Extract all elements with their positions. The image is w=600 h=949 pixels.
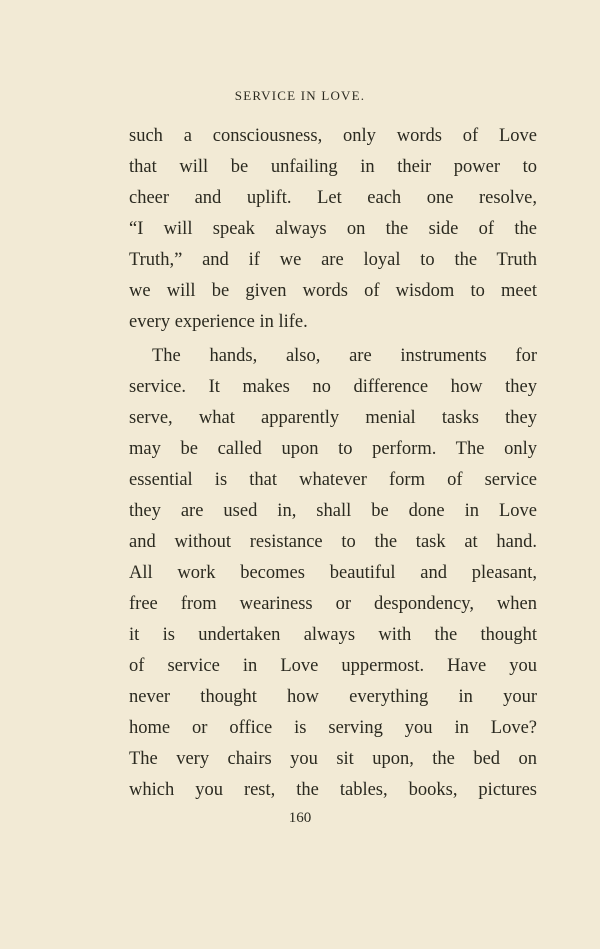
text-line: such a consciousness, only words of Love [129,126,537,146]
text-line: “I will speak always on the side of the [129,219,537,239]
text-line: service. It makes no difference how they [129,377,537,397]
text-line: and without resistance to the task at hand. [129,532,537,552]
text-line: may be called upon to perform. The only [129,439,537,459]
text-line: The very chairs you sit upon, the bed on [129,749,537,769]
text-line: cheer and uplift. Let each one resolve, [129,188,537,208]
text-line: The hands, also, are instruments for [152,346,537,366]
text-line: free from weariness or despondency, when [129,594,537,614]
paragraph-1 [129,121,537,338]
text-line: Truth,” and if we are loyal to the Truth [129,250,537,270]
text-line: serve, what apparently menial tasks they [129,408,537,428]
text-line: they are used in, shall be done in Love [129,501,537,521]
text-line: it is undertaken always with the thought [129,625,537,645]
text-line: never thought how everything in your [129,687,537,707]
text-line: home or office is serving you in Love? [129,718,537,738]
paragraph-2 [129,341,537,806]
text-line: which you rest, the tables, books, pictures [129,780,537,800]
text-line: essential is that whatever form of service [129,470,537,490]
text-line: that will be unfailing in their power to [129,157,537,177]
text-line: of service in Love uppermost. Have you [129,656,537,676]
text-line: All work becomes beautiful and pleasant, [129,563,537,583]
page-body [129,121,537,806]
running-header: SERVICE IN LOVE. [234,88,366,103]
text-line: we will be given words of wisdom to meet [129,281,537,301]
text-line: every experience in life. [129,312,308,332]
page-number: 160 [288,810,312,826]
